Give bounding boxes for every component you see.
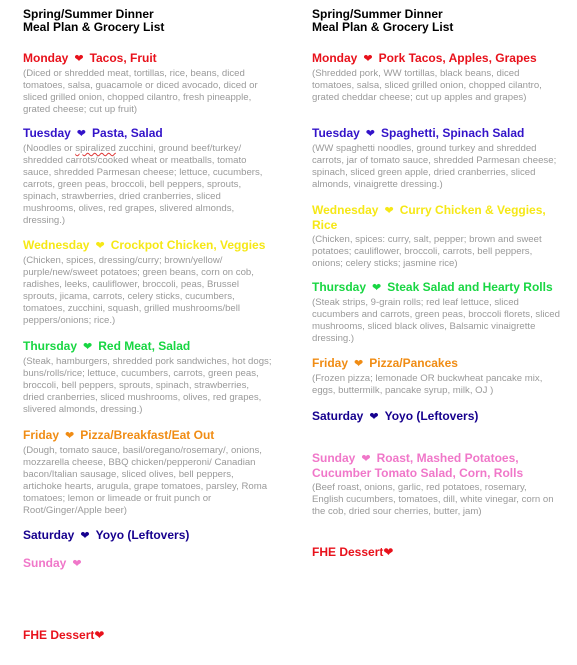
right-monday — [312, 51, 560, 104]
left-wednesday — [23, 238, 273, 327]
day-label: Sunday — [312, 451, 356, 465]
day-label: Thursday — [312, 280, 367, 294]
heart-icon: ❤ — [95, 240, 105, 252]
day-label: Monday — [312, 51, 358, 65]
right-saturday — [312, 409, 560, 424]
meal-ingredients: (Chicken, spices, dressing/curry; brown/yellow/ purple/new/sweet potatoes; green beans, corn on cob, radishes, leeks, cauliflower, broccoli, peas, Brussel sprouts, jicama, carrots, celery sticks, cucumbers, tomatoes, zucchini, squash, grilled mushrooms/bell peppers/onions; rice.) — [23, 255, 254, 326]
right-friday — [312, 356, 560, 397]
heart-icon: ❤ — [72, 558, 82, 570]
meal-ingredients: (Steak strips, 9-grain rolls; red leaf lettuce, sliced cucumbers and carrots, green peas, broccoli florets, sliced mushrooms, sliced black olives, Balsamic vinaigrette dressing.) — [312, 297, 560, 344]
day-label: Tuesday — [23, 126, 71, 140]
meal-label: Pizza/Breakfast/Eat Out — [80, 428, 215, 442]
meal-label: Spaghetti, Spinach Salad — [381, 126, 525, 140]
heart-icon: ❤ — [384, 205, 394, 217]
day-label: Tuesday — [312, 126, 360, 140]
day-label: Wednesday — [23, 238, 90, 252]
heart-icon: ❤ — [94, 628, 105, 642]
meal-label: Pork Tacos, Apples, Grapes — [378, 51, 537, 65]
heart-icon: ❤ — [365, 128, 376, 140]
meal-label: Red Meat, Salad — [98, 339, 191, 353]
left-fhe-dessert — [23, 626, 273, 644]
fhe-dessert-label: FHE Dessert — [23, 628, 95, 642]
right-sunday — [312, 451, 560, 518]
meal-label: Steak Salad and Hearty Rolls — [387, 280, 553, 294]
heart-icon: ❤ — [354, 358, 364, 370]
right-wednesday — [312, 203, 560, 270]
heart-icon: ❤ — [383, 545, 394, 559]
right-tuesday — [312, 126, 560, 191]
left-friday — [23, 428, 273, 517]
day-label: Friday — [312, 356, 349, 370]
right-title-line1: Spring/Summer Dinner — [312, 7, 443, 21]
heart-icon: ❤ — [83, 341, 93, 353]
day-label: Monday — [23, 51, 69, 65]
day-label: Wednesday — [312, 203, 379, 217]
heart-icon: ❤ — [372, 282, 382, 294]
left-title-line1: Spring/Summer Dinner — [23, 7, 154, 21]
meal-ingredients: (Chicken, spices: curry, salt, pepper; brown and sweet potatoes; cauliflower, broccoli, carrots, bell peppers, onions; celery sticks; jasmine rice) — [312, 234, 542, 269]
left-meal-plan — [23, 7, 273, 642]
left-title-line2: Meal Plan & Grocery List — [23, 20, 165, 34]
heart-icon: ❤ — [65, 430, 75, 442]
day-label: Saturday — [312, 409, 364, 423]
right-meal-plan — [312, 7, 560, 559]
heart-icon: ❤ — [361, 453, 371, 465]
meal-label: Crockpot Chicken, Veggies — [110, 238, 266, 252]
heart-icon: ❤ — [80, 530, 90, 542]
right-fhe-dessert — [312, 543, 560, 561]
meal-ingredients: (Dough, tomato sauce, basil/oregano/rosemary/, onions, mozzarella cheese, BBQ chicken/pepperoni/ Canadian bacon/Italian sausage, sliced olives, bell peppers, artichoke hearts, arugula, grape tomatoes, parsley, Roma tomatoes; lemon or limeade or fruit punch or Root/Ginger/Apple beer) — [23, 445, 268, 516]
day-label: Thursday — [23, 339, 78, 353]
day-label: Sunday — [23, 556, 67, 570]
day-label: Friday — [23, 428, 60, 442]
fhe-dessert-label: FHE Dessert — [312, 545, 384, 559]
left-saturday — [23, 528, 273, 543]
meal-ingredients: (WW spaghetti noodles, ground turkey and shredded carrots, jar of tomato sauce, shredded Parmesan cheese; spinach, sliced green apple, dried cranberries, sliced almonds, vinaigrette dressing.) — [312, 143, 557, 190]
meal-ingredients: (Shredded pork, WW tortillas, black beans, diced tomatoes, salsa, sliced grilled onion, chopped cilantro, grated cheddar cheese; cut up apples and grapes) — [312, 68, 542, 103]
heart-icon: ❤ — [369, 411, 379, 423]
meal-ingredients — [23, 143, 273, 227]
meal-ingredients: (Diced or shredded meat, tortillas, rice, beans, diced tomatoes, salsa, guacamole or diced avocado, diced or sliced grilled onion, chopped cilantro, fresh pineapple, grated cheese; cut up fruit) — [23, 68, 258, 115]
meal-ingredients: (Frozen pizza; lemonade OR buckwheat pancake mix, eggs, buttermilk, pancake syrup, milk, OJ ) — [312, 373, 543, 396]
meal-label: Tacos, Fruit — [89, 51, 157, 65]
left-thursday — [23, 339, 273, 416]
right-title-line2: Meal Plan & Grocery List — [312, 20, 454, 34]
meal-label: Yoyo (Leftovers) — [95, 528, 190, 542]
desc-part: (Noodles or — [23, 143, 76, 154]
misspelled-word: spiralized — [75, 143, 116, 154]
left-tuesday — [23, 126, 273, 227]
meal-label: Curry Chicken & Veggies, Rice — [312, 203, 546, 232]
meal-label: Yoyo (Leftovers) — [384, 409, 479, 423]
right-thursday — [312, 280, 560, 345]
left-monday — [23, 51, 273, 116]
meal-label: Pizza/Pancakes — [369, 356, 458, 370]
heart-icon: ❤ — [363, 53, 373, 65]
heart-icon: ❤ — [74, 53, 84, 65]
desc-part: zucchini, ground beef/turkey/ shredded carrots/cooked wheat or meatballs, tomato sauce, shredded Parmesan cheese; lettuce, cucumbers, carrots, green peas, broccoli, bell peppers, sprouts, spinach, strawberries, dried cranberries, sliced mushrooms, olives, red grapes, slivered almonds, dressing.) — [23, 143, 263, 226]
meal-ingredients: (Beef roast, onions, garlic, red potatoes, rosemary, English cucumbers, tomatoes, dill, white vinegar, corn on the cob, dried sour cherries, butter, jam) — [312, 482, 554, 517]
day-label: Saturday — [23, 528, 75, 542]
meal-ingredients: (Steak, hamburgers, shredded pork sandwiches, hot dogs; buns/rolls/rice; lettuce, cucumbers, carrots, green peas, broccoli, bell peppers, sprouts, spinach, strawberries, dried cranberries, sliced mushrooms, olives, red grapes, slivered almonds, dressing.) — [23, 356, 272, 415]
meal-label: Roast, Mashed Potatoes, Cucumber Tomato Salad, Corn, Rolls — [312, 451, 524, 480]
heart-icon: ❤ — [76, 128, 87, 140]
meal-label: Pasta, Salad — [92, 126, 163, 140]
left-sunday — [23, 556, 273, 571]
